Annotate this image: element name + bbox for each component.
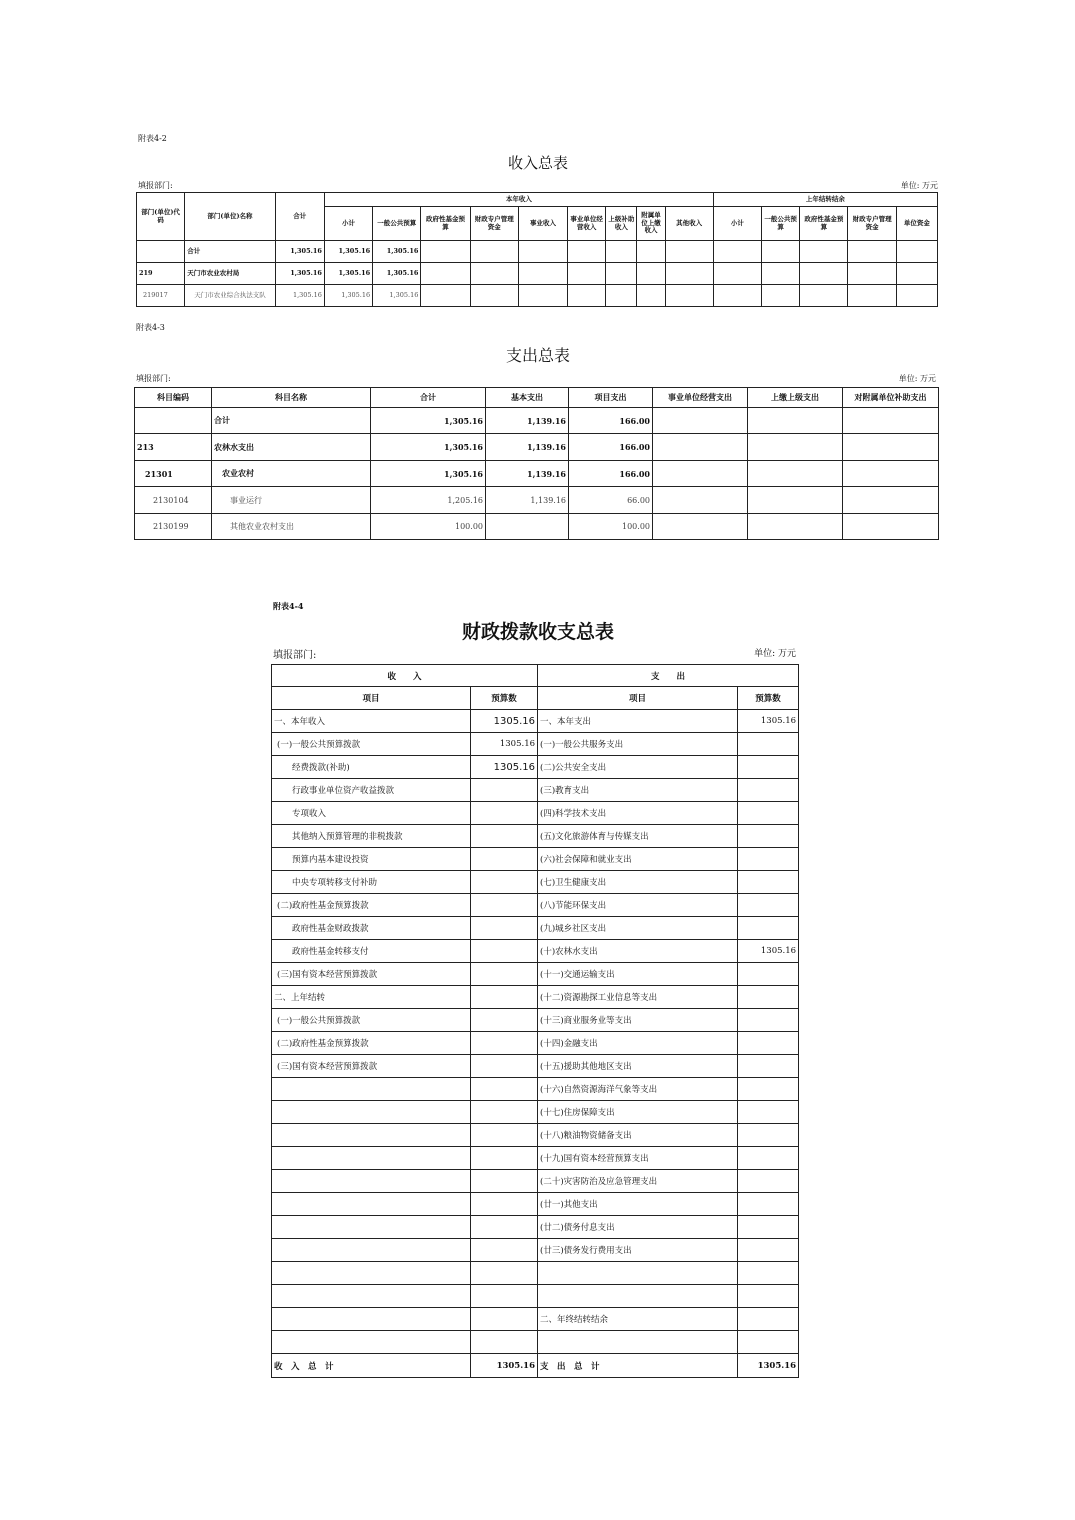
t1-cell-code [137, 241, 185, 263]
t3-col-item2: 项目 [538, 687, 738, 710]
t3-expense-value [738, 963, 799, 986]
t3-expense-item: (十二)资源勘探工业信息等支出 [538, 986, 738, 1009]
t3-expense-item: (二)公共安全支出 [538, 756, 738, 779]
t3-income-value [471, 1170, 538, 1193]
income-summary-table [136, 192, 938, 307]
t2-h-project: 项目支出 [569, 388, 653, 408]
t3-col-budget: 预算数 [471, 687, 538, 710]
t1-cell-total: 1,305.16 [275, 241, 324, 263]
t3-expense-value [738, 1193, 799, 1216]
t3-expense-item: (二十)灾害防治及应急管理支出 [538, 1170, 738, 1193]
t3-expense-item: (十三)商业服务业等支出 [538, 1009, 738, 1032]
table-row [272, 756, 799, 779]
t2-cell-basic: 1,139.16 [486, 434, 569, 461]
table-row [272, 940, 799, 963]
t1-h-c-gov-fund: 政府性基金预算 [800, 207, 848, 241]
t3-expense-value: 1305.16 [738, 710, 799, 733]
t2-h-total: 合计 [371, 388, 486, 408]
t3-income-value [471, 894, 538, 917]
t3-expense-value [738, 986, 799, 1009]
t3-income-value [471, 917, 538, 940]
t3-income-item [272, 1193, 471, 1216]
table-row [272, 871, 799, 894]
t3-income-value: 1305.16 [471, 756, 538, 779]
t3-expense-item: (三)教育支出 [538, 779, 738, 802]
t2-cell-basic: 1,139.16 [486, 487, 569, 514]
t2-cell-name: 农业农村 [212, 461, 371, 487]
t3-income-item: 经费拨款(补助) [272, 756, 471, 779]
t3-income-value: 1305.16 [471, 710, 538, 733]
t3-income-item [272, 1170, 471, 1193]
table-row [272, 733, 799, 756]
t2-cell-code: 2130104 [135, 487, 212, 514]
t3-head-income: 收 入 [272, 665, 538, 687]
t3-income-value [471, 779, 538, 802]
t3-income-item: (一)一般公共预算拨款 [272, 1009, 471, 1032]
t3-expense-item: (十六)自然资源海洋气象等支出 [538, 1078, 738, 1101]
t2-cell-project: 100.00 [569, 514, 653, 540]
table-row [272, 1009, 799, 1032]
t3-income-item: 一、本年收入 [272, 710, 471, 733]
t3-expense-item [538, 1285, 738, 1308]
t1-h-name: 部门(单位)名称 [185, 193, 275, 241]
table-row [272, 1239, 799, 1262]
t3-income-value [471, 848, 538, 871]
t1-cell-total: 1,305.16 [275, 285, 324, 307]
t3-total-expense: 1305.16 [738, 1354, 799, 1378]
t3-expense-item: (十一)交通运输支出 [538, 963, 738, 986]
t3-income-item: (一)一般公共预算拨款 [272, 733, 471, 756]
t3-expense-value [738, 1262, 799, 1285]
t2-cell-project: 166.00 [569, 434, 653, 461]
table-row [272, 1101, 799, 1124]
table-row [135, 434, 939, 461]
t3-expense-value [738, 1124, 799, 1147]
t2-cell-project: 166.00 [569, 408, 653, 434]
table-row [272, 1170, 799, 1193]
t1-h-other-income: 其他收入 [665, 207, 713, 241]
t3-income-value [471, 1147, 538, 1170]
table-row [137, 285, 938, 307]
t3-expense-value [738, 1055, 799, 1078]
t3-expense-value [738, 1032, 799, 1055]
t3-expense-value [738, 1331, 799, 1354]
t3-expense-value [738, 756, 799, 779]
table-row [135, 408, 939, 434]
t3-expense-item: (廿二)债务付息支出 [538, 1216, 738, 1239]
t3-expense-item: 二、年终结转结余 [538, 1308, 738, 1331]
t1-h-business-income: 事业收入 [518, 207, 567, 241]
t3-expense-value [738, 871, 799, 894]
t3-expense-value [738, 1009, 799, 1032]
t1-h-this-year: 本年收入 [324, 193, 713, 207]
table-row [135, 487, 939, 514]
table-row [272, 1262, 799, 1285]
t2-cell-code: 21301 [135, 461, 212, 487]
t3-col-budget2: 预算数 [738, 687, 799, 710]
t2-cell-total: 1,305.16 [371, 461, 486, 487]
table-row [272, 1193, 799, 1216]
t3-expense-value [738, 779, 799, 802]
table-row [272, 1308, 799, 1331]
t3-fill-dept: 填报部门: [273, 650, 317, 661]
t1-h-c-subtotal: 小计 [713, 207, 761, 241]
t1-h-c-general: 一般公共预算 [762, 207, 800, 241]
t1-unit: 单位: 万元 [900, 181, 938, 190]
t2-cell-code: 2130199 [135, 514, 212, 540]
t3-income-value [471, 825, 538, 848]
t3-income-value [471, 1009, 538, 1032]
t2-cell-project: 66.00 [569, 487, 653, 514]
t3-expense-item: (十五)援助其他地区支出 [538, 1055, 738, 1078]
t1-h-c-unit-funds: 单位资金 [896, 207, 937, 241]
t3-expense-item: (廿三)债务发行费用支出 [538, 1239, 738, 1262]
table-row [272, 1216, 799, 1239]
table-row [137, 263, 938, 285]
t3-expense-value [738, 1216, 799, 1239]
table-row [272, 1124, 799, 1147]
t3-income-value [471, 1032, 538, 1055]
t1-h-code: 部门(单位)代码 [137, 193, 185, 241]
table-row [135, 461, 939, 487]
t1-h-total: 合计 [275, 193, 324, 241]
t2-cell-total: 1,305.16 [371, 434, 486, 461]
t2-cell-name: 事业运行 [212, 487, 371, 514]
table-row [272, 986, 799, 1009]
t1-h-fiscal-special: 财政专户管理资金 [470, 207, 518, 241]
t3-income-value [471, 871, 538, 894]
t3-expense-item: (十四)金融支出 [538, 1032, 738, 1055]
t3-unit: 单位: 万元 [754, 649, 796, 659]
t3-income-value [471, 1101, 538, 1124]
t3-expense-value [738, 802, 799, 825]
t3-income-item: (二)政府性基金预算拨款 [272, 894, 471, 917]
t3-expense-item: (九)城乡社区支出 [538, 917, 738, 940]
t3-expense-item: (十九)国有资本经营预算支出 [538, 1147, 738, 1170]
t3-expense-item: (四)科学技术支出 [538, 802, 738, 825]
t1-cell-general: 1,305.16 [373, 263, 421, 285]
t3-income-value [471, 963, 538, 986]
t2-title: 支出总表 [505, 346, 570, 365]
t3-col-item: 项目 [272, 687, 471, 710]
t3-income-item: 政府性基金财政拨款 [272, 917, 471, 940]
t3-income-value [471, 1285, 538, 1308]
t2-cell-basic: 1,139.16 [486, 461, 569, 487]
t3-expense-value [738, 1170, 799, 1193]
t3-income-value [471, 986, 538, 1009]
t2-cell-name: 其他农业农村支出 [212, 514, 371, 540]
t1-cell-name: 天门市农业农村局 [185, 263, 275, 285]
t2-fig-no: 附表4-3 [136, 323, 165, 332]
t3-total-expense-label: 支 出 总 计 [538, 1354, 738, 1378]
t3-expense-value [738, 917, 799, 940]
table-row [272, 779, 799, 802]
fiscal-appropriation-table [271, 664, 799, 1378]
t3-income-item [272, 1101, 471, 1124]
t3-expense-value [738, 825, 799, 848]
t3-expense-value [738, 1101, 799, 1124]
t2-cell-total: 1,205.16 [371, 487, 486, 514]
table-row [272, 710, 799, 733]
t1-h-superior-subsidy: 上级补助收入 [606, 207, 637, 241]
t3-income-item: 行政事业单位资产收益拨款 [272, 779, 471, 802]
t3-income-value [471, 802, 538, 825]
t3-expense-value [738, 1147, 799, 1170]
t3-income-item: (三)国有资本经营预算拨款 [272, 963, 471, 986]
t3-income-value: 1305.16 [471, 733, 538, 756]
t1-title: 收入总表 [507, 154, 568, 172]
t2-h-code: 科目编码 [135, 388, 212, 408]
t1-cell-code: 219 [137, 263, 185, 285]
t3-income-item: 政府性基金转移支付 [272, 940, 471, 963]
t3-income-value [471, 1262, 538, 1285]
table-row [272, 825, 799, 848]
t2-cell-basic: 1,139.16 [486, 408, 569, 434]
t3-income-value [471, 1078, 538, 1101]
t2-h-business-operation: 事业单位经营支出 [653, 388, 748, 408]
t2-cell-name: 农林水支出 [212, 434, 371, 461]
table-row [272, 1032, 799, 1055]
t1-h-gov-fund: 政府性基金预算 [421, 207, 470, 241]
t3-income-value [471, 940, 538, 963]
t3-income-item: 二、上年结转 [272, 986, 471, 1009]
t2-cell-code: 213 [135, 434, 212, 461]
t3-total-income-label: 收 入 总 计 [272, 1354, 471, 1378]
t3-income-item [272, 1308, 471, 1331]
t3-expense-value [738, 848, 799, 871]
expense-summary-table [134, 387, 939, 540]
table-row [135, 514, 939, 540]
t1-h-general: 一般公共预算 [373, 207, 421, 241]
t2-cell-name: 合计 [212, 408, 371, 434]
t3-expense-value: 1305.16 [738, 940, 799, 963]
table-row [272, 1147, 799, 1170]
t1-h-affiliated-income: 附属单位上缴收入 [637, 207, 665, 241]
t3-expense-value [738, 1078, 799, 1101]
t1-cell-name: 合计 [185, 241, 275, 263]
t3-income-item: 中央专项转移支付补助 [272, 871, 471, 894]
table-row [272, 917, 799, 940]
t3-income-value [471, 1239, 538, 1262]
table-row [137, 241, 938, 263]
t1-cell-subtotal: 1,305.16 [324, 263, 372, 285]
table-row [272, 1055, 799, 1078]
t1-cell-name: 天门市农业综合执法支队 [185, 285, 275, 307]
t3-income-value [471, 1124, 538, 1147]
t3-income-item [272, 1239, 471, 1262]
t2-cell-code [135, 408, 212, 434]
t1-cell-total: 1,305.16 [275, 263, 324, 285]
t3-expense-item: (五)文化旅游体育与传媒支出 [538, 825, 738, 848]
t3-expense-item: (十)农林水支出 [538, 940, 738, 963]
t3-income-value [471, 1193, 538, 1216]
t3-income-item: (二)政府性基金预算拨款 [272, 1032, 471, 1055]
table-row [272, 848, 799, 871]
t1-cell-code: 219017 [137, 285, 185, 307]
t2-cell-total: 100.00 [371, 514, 486, 540]
t3-expense-item: (十八)粮油物资储备支出 [538, 1124, 738, 1147]
t1-cell-general: 1,305.16 [373, 285, 421, 307]
t3-income-item [272, 1262, 471, 1285]
t2-h-name: 科目名称 [212, 388, 371, 408]
t2-cell-basic [486, 514, 569, 540]
table-row [272, 1285, 799, 1308]
t1-fill-dept: 填报部门: [138, 181, 173, 190]
table-row [272, 1331, 799, 1354]
t1-fig-no: 附表4-2 [138, 134, 167, 143]
table-row [272, 963, 799, 986]
t3-expense-value [738, 1239, 799, 1262]
t3-income-item [272, 1331, 471, 1354]
t3-income-value [471, 1216, 538, 1239]
t3-income-item [272, 1216, 471, 1239]
t2-h-to-superior: 上缴上级支出 [748, 388, 843, 408]
t3-income-item: (三)国有资本经营预算拨款 [272, 1055, 471, 1078]
t1-h-carryover: 上年结转结余 [713, 193, 937, 207]
t3-income-value [471, 1331, 538, 1354]
t3-expense-item: (廿一)其他支出 [538, 1193, 738, 1216]
t1-h-business-operation: 事业单位经营收入 [568, 207, 606, 241]
t3-income-value [471, 1308, 538, 1331]
t1-h-subtotal: 小计 [324, 207, 372, 241]
t3-expense-value [738, 1308, 799, 1331]
t2-cell-project: 166.00 [569, 461, 653, 487]
t3-title: 财政拨款收支总表 [461, 621, 614, 643]
t3-expense-item [538, 1262, 738, 1285]
t3-head-expense: 支 出 [538, 665, 799, 687]
table-row [272, 1078, 799, 1101]
t3-expense-item [538, 1331, 738, 1354]
t3-fig-no: 附表4-4 [273, 601, 304, 611]
t3-income-item: 专项收入 [272, 802, 471, 825]
t3-income-item: 其他纳入预算管理的非税拨款 [272, 825, 471, 848]
t3-expense-value [738, 733, 799, 756]
t3-income-value [471, 1055, 538, 1078]
t1-cell-general: 1,305.16 [373, 241, 421, 263]
t3-expense-value [738, 894, 799, 917]
t2-h-basic: 基本支出 [486, 388, 569, 408]
t3-income-item: 预算内基本建设投资 [272, 848, 471, 871]
t3-expense-item: (八)节能环保支出 [538, 894, 738, 917]
t3-income-item [272, 1124, 471, 1147]
t3-expense-item: (十七)住房保障支出 [538, 1101, 738, 1124]
t2-cell-total: 1,305.16 [371, 408, 486, 434]
t1-cell-subtotal: 1,305.16 [324, 241, 372, 263]
t3-total-income: 1305.16 [471, 1354, 538, 1378]
t3-expense-item: (一)一般公共服务支出 [538, 733, 738, 756]
t2-fill-dept: 填报部门: [136, 374, 171, 383]
t3-expense-value [738, 1285, 799, 1308]
t2-h-to-affiliated: 对附属单位补助支出 [843, 388, 939, 408]
t3-expense-item: (七)卫生健康支出 [538, 871, 738, 894]
table-row [272, 894, 799, 917]
t2-unit: 单位: 万元 [898, 374, 936, 383]
t3-expense-item: 一、本年支出 [538, 710, 738, 733]
table-row [272, 802, 799, 825]
t3-income-item [272, 1285, 471, 1308]
t3-expense-item: (六)社会保障和就业支出 [538, 848, 738, 871]
t3-income-item [272, 1147, 471, 1170]
t1-h-c-fiscal-special: 财政专户管理资金 [848, 207, 896, 241]
t1-cell-subtotal: 1,305.16 [324, 285, 372, 307]
t3-income-item [272, 1078, 471, 1101]
